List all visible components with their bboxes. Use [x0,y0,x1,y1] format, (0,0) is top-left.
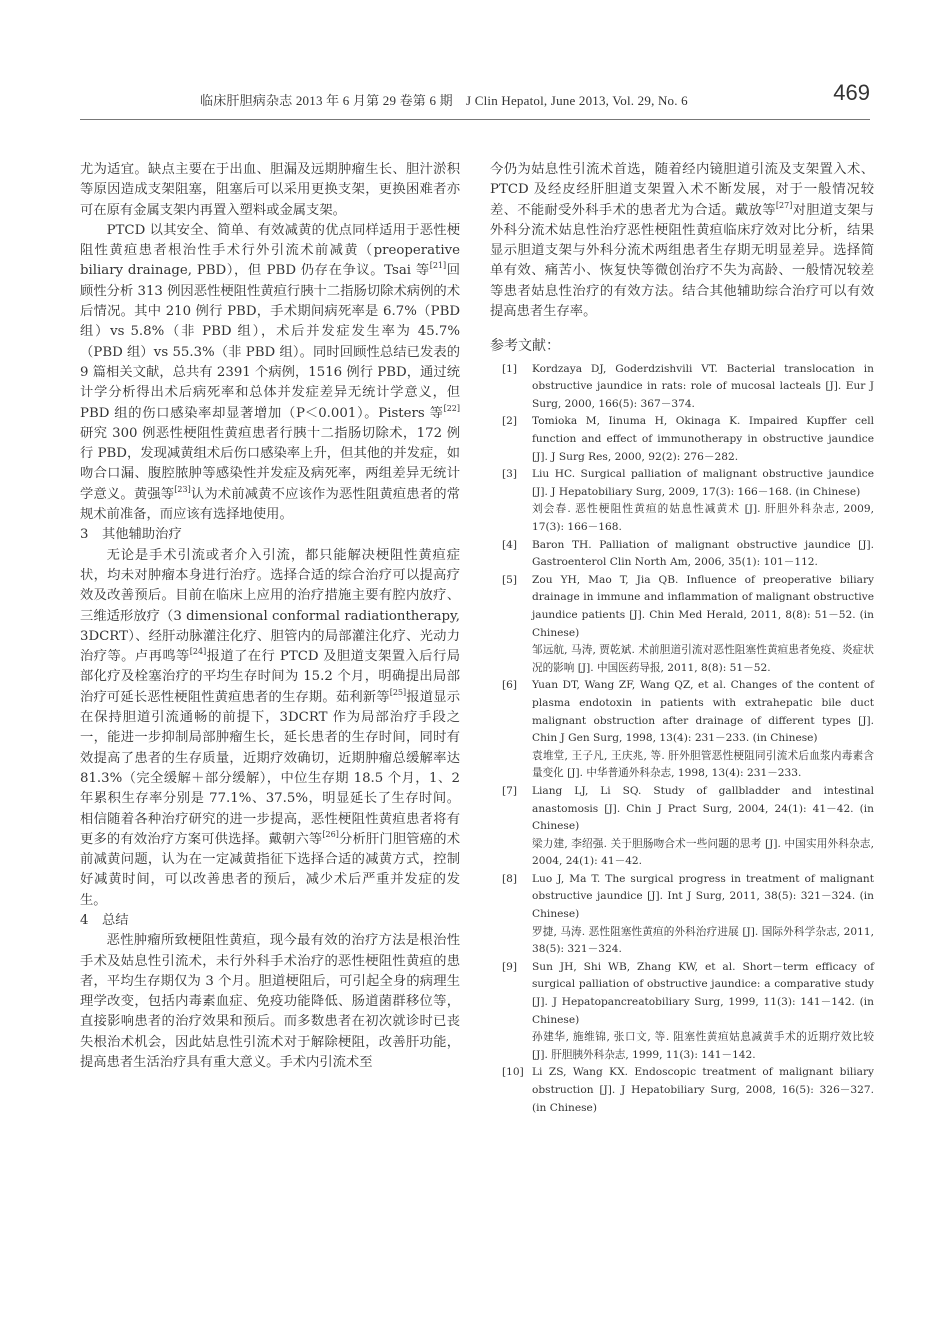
reference-text-chinese: 刘会春. 恶性梗阻性黄疸的姑息性减黄术 [J]. 肝胆外科杂志, 2009, 17(3): 166－168. [532,503,874,534]
reference-item [490,959,874,1065]
reference-text: Sun JH, Shi WB, Zhang KW, et al. Short－term efficacy of surgical palliation of obstructive jaundice: a comparative study [J]. J Hepatopancreatobiliary Surg, 1999, 11(3): 141－142. (in Chinese) [532,960,874,1026]
reference-number: [3] [502,468,518,481]
left-column [80,160,460,1073]
paragraph [80,221,460,525]
reference-item [490,783,874,871]
reference-text: Zou YH, Mao T, Jia QB. Influence of preoperative biliary drainage in immune and inflammation of malignant obstructive jaundice patients [J]. Chin Med Herald, 2011, 8(8): 51－52. (in Chinese) [532,573,874,639]
reference-number: [5] [502,573,518,586]
text: 今仍为姑息性引流术首选，随着经内镜胆道引流及支架置入术、PTCD 及经皮经肝胆道支架置入术不断发展，对于一般情况较差、不能耐受外科手术的患者尤为合适。戴放等 [490,162,874,218]
reference-number: [9] [502,960,518,973]
reference-text-chinese: 袁堆堂, 王子凡, 王庆兆, 等. 肝外胆管恶性梗阻同引流术后血浆内毒素含量变化 [J]. 中华普通外科杂志, 1998, 13(4): 231－233. [532,749,874,780]
reference-text-chinese: 罗捷, 马涛. 恶性阻塞性黄疸的外科治疗进展 [J]. 国际外科学杂志, 2011, 38(5): 321－324. [532,925,874,956]
text: 尤为适宜。缺点主要在于出血、胆漏及远期肿瘤生长、胆汁淤积等原因造成支架阻塞，阻塞后可以采用更换支架，更换困难者亦可在原有金属支架内再置入塑料或金属支架。 [80,162,460,218]
text: 回顾性分析 313 例因恶性梗阻性黄疸行胰十二指肠切除术病例的术后情况。其中 210 例行 PBD，手术期间病死率是 6.7%（PBD 组）vs 5.8%（非 PBD 组），术后并发症发生率为 45.7%（PBD 组）vs 55.3%（非 PBD 组）。同时回顾性总结已发表的 9 篇相关文献，总共有 2391 个病例，1516 例行 PBD，通过统计学分析得出术后病死率和总体并发症差异无统计学意义，但 PBD 组的伤口感染率却显著增加（P＜0.001）。Pisters 等 [80,263,461,421]
right-column [490,160,874,1117]
reference-text: Luo J, Ma T. The surgical progress in treatment of malignant obstructive jaundice [J]. Int J Surg, 2011, 38(5): 321－324. (in Chinese) [532,872,874,921]
reference-text: Tomioka M, Iinuma H, Okinaga K. Impaired Kupffer cell function and effect of immunotherapy in obstructive jaundice [J]. J Surg Res, 2000, 92(2): 276－282. [532,415,874,463]
section-heading [80,911,460,931]
reference-text-chinese: 孙建华, 施维锦, 张口文, 等. 阻塞性黄疸姑息减黄手术的近期疗效比较 [J]. 肝胆胰外科杂志, 1999, 11(3): 141－142. [532,1031,874,1061]
header-rule [80,119,870,120]
reference-number: [4] [502,538,518,551]
paragraph [80,931,460,1073]
section-number: 3 [80,527,89,543]
reference-text: Liu HC. Surgical palliation of malignant obstructive jaundice [J]. J Hepatobiliary Surg, 2009, 17(3): 166－168. (in Chinese) [532,468,874,498]
citation: [24] [189,647,207,657]
text: 报道显示在保持胆道引流通畅的前提下，3DCRT 作为局部治疗手段之一，能进一步抑制局部肿瘤生长，延长患者的生存时间，同时有效提高了患者的生存质量，近期疗效确切，近期肿瘤总缓解率达 81.3%（完全缓解＋部分缓解），中位生存期 18.5 个月，1、2 年累积生存率分别是 77.1%、37.5%，明显延长了生存时间。相信随着各种治疗研究的进一步提高，恶性梗阻性黄疸患者将有更多的有效治疗方案可供选择。戴朝六等 [80,689,461,847]
reference-number: [1] [502,362,518,375]
reference-number: [2] [502,415,518,428]
section-heading [80,525,460,545]
reference-text: Liang LJ, Li SQ. Study of gallbladder and intestinal anastomosis [J]. Chin J Pract Surg, 2004, 24(1): 41－42. (in Chinese) [532,784,874,833]
reference-number: [7] [502,784,518,797]
running-header [80,80,870,112]
citation: [23] [174,484,191,494]
citation: [26] [322,829,339,839]
running-head-text: 临床肝胆病杂志 2013 年 6 月第 29 卷第 6 期 J Clin Hepatol, June 2013, Vol. 29, No. 6 [200,93,688,108]
reference-text: Yuan DT, Wang ZF, Wang QZ, et al. Changes of the content of plasma endotoxin in patients with extrahepatic bile duct malignant obstruction after drainage of different types [J]. Chin J Gen Surg, 1998, 13(4): 231－233. (in Chinese) [532,679,874,745]
reference-text-chinese: 梁力建, 李绍强. 关于胆肠吻合术一些问题的思考 [J]. 中国实用外科杂志, 2004, 24(1): 41－42. [532,837,874,868]
reference-number: [6] [502,679,518,692]
reference-list [490,361,874,1118]
reference-item [490,537,874,572]
references-heading: 参考文献： [490,338,560,355]
section-number: 4 [80,912,89,928]
reference-item [490,361,874,414]
paragraph [80,160,460,221]
paragraph [490,160,874,322]
citation: [21] [429,261,447,271]
reference-text-chinese: 邹远航, 马涛, 贾乾斌. 术前胆道引流对恶性阻塞性黄疸患者免疫、炎症状况的影响 [J]. 中国医药导报, 2011, 8(8): 51－52. [532,644,874,674]
section-title: 其他辅助治疗 [102,527,182,543]
reference-number: [10] [502,1066,524,1079]
reference-item [490,871,874,959]
page-number: 469 [833,80,870,105]
reference-text: Li ZS, Wang KX. Endoscopic treatment of malignant biliary obstruction [J]. J Hepatobiliary Surg, 2008, 16(5): 326－327. (in Chinese) [532,1066,874,1114]
citation: [25] [389,687,407,697]
text: 无论是手术引流或者介入引流，都只能解决梗阻性黄疸症状，均未对肿瘤本身进行治疗。选择合适的综合治疗可以提高疗效及改善预后。目前在临床上应用的治疗措施主要有腔内放疗、三维适形放疗（3 dimensional conformal radiationtherapy, 3DCRT）、经肝动脉灌注化疗、胆管内的局部灌注化疗、光动力治疗等。卢再鸣等 [80,547,460,665]
text: 认为术前减黄不应该作为恶性阻黄疸患者的常规术前准备，而应该有选择地使用。 [80,486,461,523]
reference-text: Kordzaya DJ, Goderdzishvili VT. Bacterial translocation in obstructive jaundice in rats: role of mucosal lacteals [J]. Eur J Surg, 2000, 166(5): 367－374. [532,362,874,410]
reference-text: Baron TH. Palliation of malignant obstructive jaundice [J]. Gastroenterol Clin North Am, 2006, 35(1): 101－112. [532,538,874,569]
text: 报道了在行 PTCD 及胆道支架置入后行局部化疗及栓塞治疗的平均生存时间为 15.2 个月，明确提出局部治疗可延长恶性梗阻性黄疸患者的生存期。茹利新等 [80,649,460,705]
reference-item [490,677,874,783]
reference-item [490,466,874,536]
text: 分析肝门胆管癌的术前减黄问题，认为在一定减黄指征下选择合适的减黄方式，控制好减黄时间，可以改善患者的预后，减少术后严重并发症的发生。 [80,831,461,908]
section-title: 总结 [102,912,129,928]
reference-item [490,413,874,466]
text: 恶性肿瘤所致梗阻性黄疸，现今最有效的治疗方法是根治性手术及姑息性引流术，未行外科手术治疗的恶性梗阻性黄疸的患者，平均生存期仅为 3 个月。胆道梗阻后，可引起全身的病理生理学改变，包括内毒素血症、免疫功能降低、肠道菌群移位等，直接影响患者的治疗效果和预后。而多数患者在初次就诊时已丧失根治术机会，因此姑息性引流术对于解除梗阻，改善肝功能，提高患者生活治疗具有重大意义。手术内引流术至 [80,933,460,1071]
reference-number: [8] [502,872,518,885]
text: PTCD 以其安全、简单、有效减黄的优点同样适用于恶性梗阻性黄疸患者根治性手术行外引流术前减黄（preoperative biliary drainage, PBD），但 PBD 仍存在争议。Tsai 等 [80,222,460,279]
text: 研究 300 例恶性梗阻性黄疸患者行胰十二指肠切除术，172 例行 PBD，发现减黄组术后伤口感染率上升，但其他的并发症，如吻合口漏、腹腔脓肿等感染性并发症及病死率，两组差异无统计学意义。黄强等 [80,425,460,502]
paragraph [80,546,460,911]
reference-item [490,572,874,678]
citation: [22] [443,403,460,413]
reference-item [490,1064,874,1117]
text: 对胆道支架与外科分流术姑息性治疗恶性梗阻性黄疸临床疗效对比分析，结果显示胆道支架与外科分流术两组患者生存期无明显差异。选择简单有效、痛苦小、恢复快等微创治疗不失为高龄、一般情况较差等患者姑息性治疗的有效方法。结合其他辅助综合治疗可以有效提高患者生存率。 [490,202,875,320]
citation: [27] [775,200,793,210]
